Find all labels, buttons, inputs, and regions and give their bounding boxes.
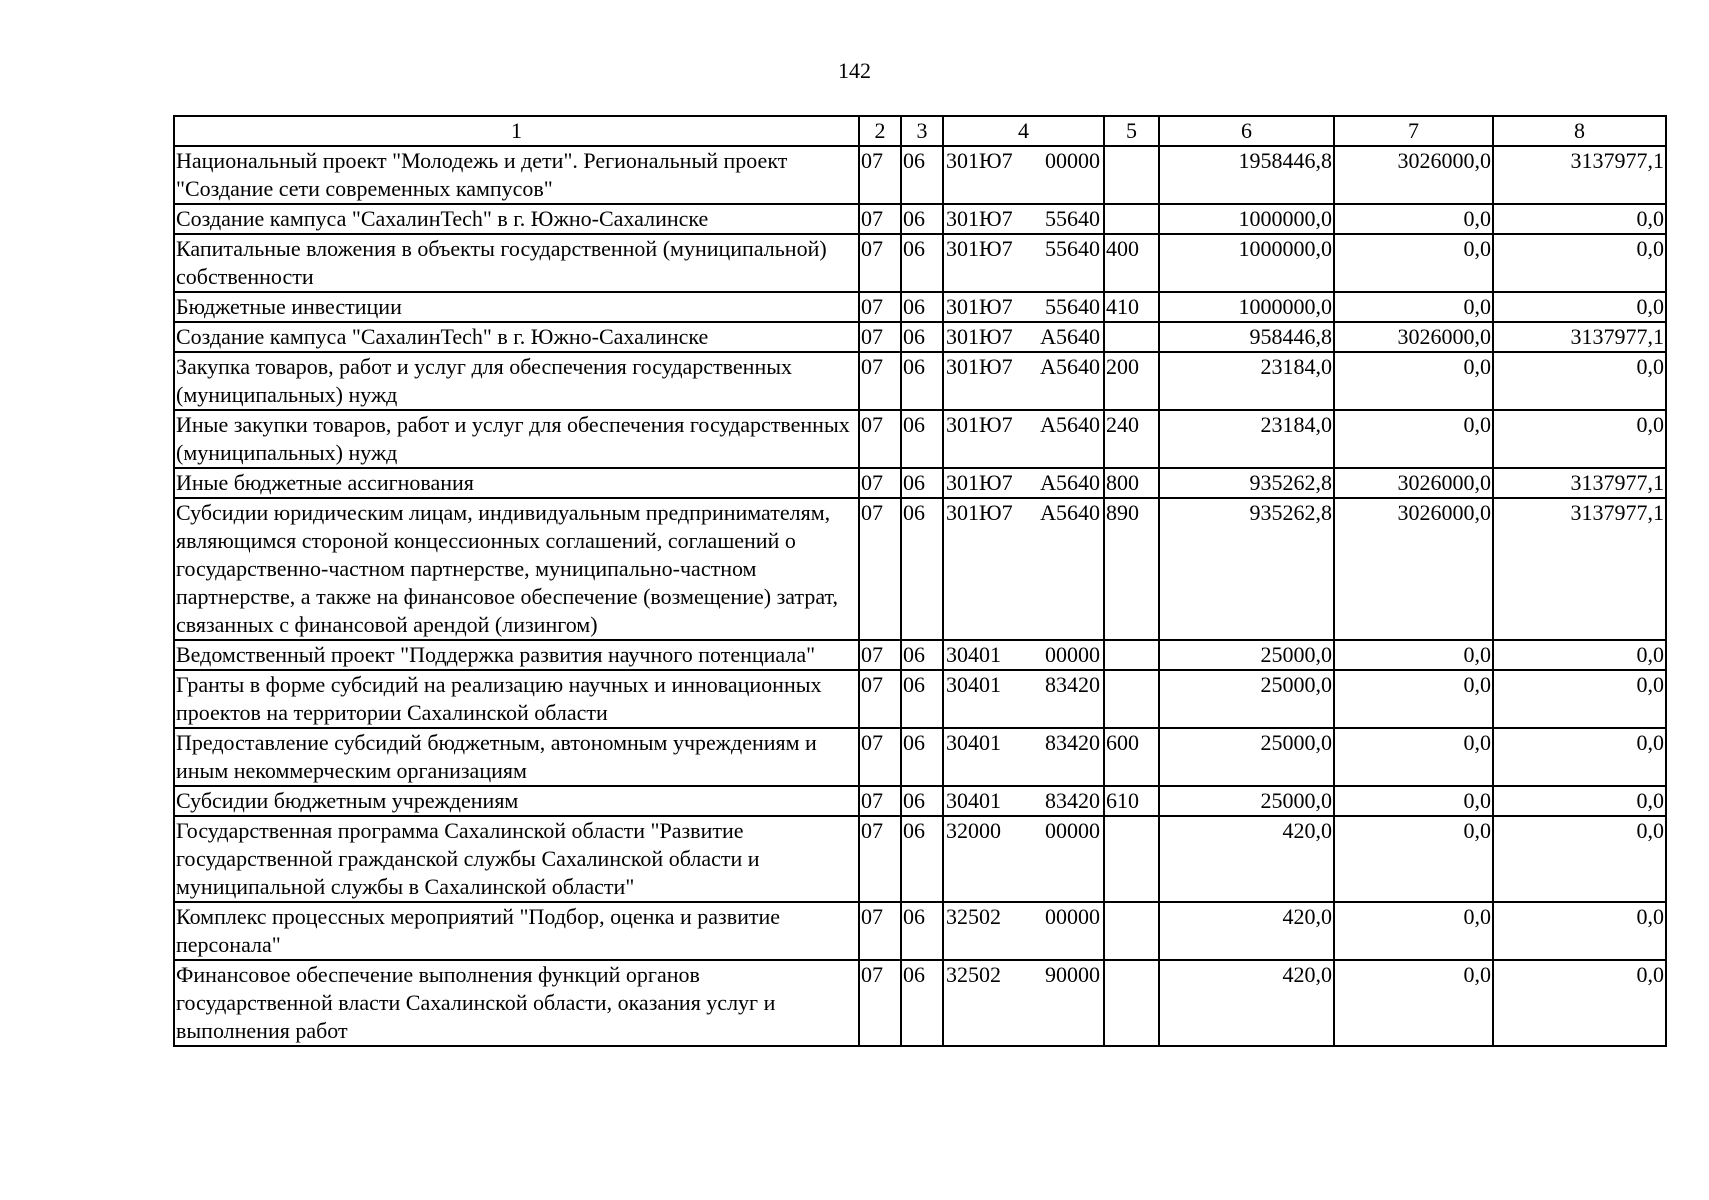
- direction-code: 00000: [1045, 818, 1100, 843]
- amount-col6: 1000000,0: [1159, 292, 1334, 322]
- amount-col6: 1000000,0: [1159, 204, 1334, 234]
- section-code: 07: [859, 410, 901, 468]
- row-name: Создание кампуса "СахалинTech" в г. Южно-Сахалинске: [174, 204, 859, 234]
- target-article-code: [943, 234, 1104, 292]
- expense-type-code: [1104, 670, 1159, 728]
- direction-code: 55640: [1045, 236, 1100, 261]
- direction-code: A5640: [1040, 412, 1100, 437]
- table-row: [174, 816, 1666, 902]
- amount-col7: 0,0: [1334, 816, 1493, 902]
- budget-table: [173, 115, 1667, 1047]
- section-code: 07: [859, 352, 901, 410]
- target-article-code: [943, 204, 1104, 234]
- row-name: Национальный проект "Молодежь и дети". Региональный проект "Создание сети современных кампусов": [174, 146, 859, 204]
- amount-col7: 3026000,0: [1334, 322, 1493, 352]
- target-article-code: [943, 322, 1104, 352]
- section-code: 07: [859, 960, 901, 1046]
- amount-col7: 0,0: [1334, 786, 1493, 816]
- section-code: 07: [859, 728, 901, 786]
- program-code: 32502: [946, 904, 1001, 929]
- direction-code: 90000: [1045, 962, 1100, 987]
- amount-col7: 3026000,0: [1334, 468, 1493, 498]
- amount-col8: 3137977,1: [1493, 498, 1666, 640]
- header-row: [174, 116, 1666, 146]
- direction-code: 83420: [1045, 672, 1100, 697]
- amount-col8: 3137977,1: [1493, 146, 1666, 204]
- subsection-code: 06: [901, 786, 943, 816]
- table-row: [174, 786, 1666, 816]
- amount-col7: 0,0: [1334, 960, 1493, 1046]
- direction-code: 55640: [1045, 294, 1100, 319]
- table-row: [174, 234, 1666, 292]
- row-name: Комплекс процессных мероприятий "Подбор, оценка и развитие персонала": [174, 902, 859, 960]
- amount-col7: 0,0: [1334, 902, 1493, 960]
- amount-col7: 0,0: [1334, 410, 1493, 468]
- table-row: [174, 468, 1666, 498]
- subsection-code: 06: [901, 816, 943, 902]
- subsection-code: 06: [901, 468, 943, 498]
- direction-code: 83420: [1045, 730, 1100, 755]
- table-row: [174, 322, 1666, 352]
- amount-col8: 0,0: [1493, 352, 1666, 410]
- section-code: 07: [859, 146, 901, 204]
- amount-col7: 0,0: [1334, 640, 1493, 670]
- row-name: Финансовое обеспечение выполнения функций органов государственной власти Сахалинской области, оказания услуг и выполнения работ: [174, 960, 859, 1046]
- target-article-code: [943, 728, 1104, 786]
- amount-col8: 0,0: [1493, 410, 1666, 468]
- section-code: 07: [859, 234, 901, 292]
- program-code: 30401: [946, 642, 1001, 667]
- subsection-code: 06: [901, 146, 943, 204]
- table-row: [174, 640, 1666, 670]
- target-article-code: [943, 498, 1104, 640]
- target-article-code: [943, 902, 1104, 960]
- amount-col6: 935262,8: [1159, 468, 1334, 498]
- program-code: 301Ю7: [946, 148, 1013, 173]
- subsection-code: 06: [901, 670, 943, 728]
- table-row: [174, 146, 1666, 204]
- amount-col7: 0,0: [1334, 204, 1493, 234]
- subsection-code: 06: [901, 640, 943, 670]
- amount-col7: 0,0: [1334, 728, 1493, 786]
- subsection-code: 06: [901, 292, 943, 322]
- amount-col6: 420,0: [1159, 960, 1334, 1046]
- amount-col6: 1000000,0: [1159, 234, 1334, 292]
- direction-code: 83420: [1045, 788, 1100, 813]
- target-article-code: [943, 786, 1104, 816]
- amount-col7: 0,0: [1334, 234, 1493, 292]
- amount-col8: 0,0: [1493, 816, 1666, 902]
- table-row: [174, 670, 1666, 728]
- program-code: 301Ю7: [946, 294, 1013, 319]
- section-code: 07: [859, 640, 901, 670]
- expense-type-code: [1104, 204, 1159, 234]
- section-code: 07: [859, 670, 901, 728]
- section-code: 07: [859, 786, 901, 816]
- expense-type-code: [1104, 146, 1159, 204]
- expense-type-code: [1104, 816, 1159, 902]
- direction-code: A5640: [1040, 324, 1100, 349]
- amount-col8: 0,0: [1493, 204, 1666, 234]
- expense-type-code: [1104, 960, 1159, 1046]
- amount-col8: 0,0: [1493, 292, 1666, 322]
- amount-col8: 3137977,1: [1493, 468, 1666, 498]
- column-header: 5: [1104, 116, 1159, 146]
- expense-type-code: 610: [1104, 786, 1159, 816]
- amount-col6: 23184,0: [1159, 410, 1334, 468]
- expense-type-code: 200: [1104, 352, 1159, 410]
- section-code: 07: [859, 292, 901, 322]
- target-article-code: [943, 640, 1104, 670]
- table-row: [174, 498, 1666, 640]
- direction-code: 00000: [1045, 904, 1100, 929]
- row-name: Субсидии юридическим лицам, индивидуальным предпринимателям, являющимся стороной концессионных соглашений, соглашений о государственно-частном партнерстве, муниципально-частном партнерстве, а также на финансовое обеспечение (возмещение) затрат, связанных с финансовой арендой (лизингом): [174, 498, 859, 640]
- row-name: Гранты в форме субсидий на реализацию научных и инновационных проектов на территории Сахалинской области: [174, 670, 859, 728]
- table-row: [174, 960, 1666, 1046]
- table-row: [174, 292, 1666, 322]
- target-article-code: [943, 292, 1104, 322]
- amount-col8: 0,0: [1493, 786, 1666, 816]
- direction-code: A5640: [1040, 354, 1100, 379]
- amount-col6: 420,0: [1159, 816, 1334, 902]
- direction-code: A5640: [1040, 500, 1100, 525]
- section-code: 07: [859, 322, 901, 352]
- subsection-code: 06: [901, 352, 943, 410]
- subsection-code: 06: [901, 960, 943, 1046]
- table-row: [174, 728, 1666, 786]
- expense-type-code: 240: [1104, 410, 1159, 468]
- direction-code: 00000: [1045, 148, 1100, 173]
- section-code: 07: [859, 204, 901, 234]
- program-code: 301Ю7: [946, 236, 1013, 261]
- amount-col7: 3026000,0: [1334, 146, 1493, 204]
- target-article-code: [943, 146, 1104, 204]
- amount-col7: 3026000,0: [1334, 498, 1493, 640]
- subsection-code: 06: [901, 902, 943, 960]
- section-code: 07: [859, 468, 901, 498]
- column-header: 1: [174, 116, 859, 146]
- row-name: Предоставление субсидий бюджетным, автономным учреждениям и иным некоммерческим организациям: [174, 728, 859, 786]
- section-code: 07: [859, 902, 901, 960]
- amount-col6: 958446,8: [1159, 322, 1334, 352]
- expense-type-code: 400: [1104, 234, 1159, 292]
- expense-type-code: [1104, 322, 1159, 352]
- target-article-code: [943, 468, 1104, 498]
- column-header: 8: [1493, 116, 1666, 146]
- amount-col8: 3137977,1: [1493, 322, 1666, 352]
- column-header: 4: [943, 116, 1104, 146]
- program-code: 301Ю7: [946, 206, 1013, 231]
- program-code: 30401: [946, 672, 1001, 697]
- target-article-code: [943, 410, 1104, 468]
- subsection-code: 06: [901, 204, 943, 234]
- column-header: 3: [901, 116, 943, 146]
- table-row: [174, 204, 1666, 234]
- amount-col8: 0,0: [1493, 728, 1666, 786]
- amount-col6: 935262,8: [1159, 498, 1334, 640]
- subsection-code: 06: [901, 498, 943, 640]
- direction-code: A5640: [1040, 470, 1100, 495]
- program-code: 301Ю7: [946, 412, 1013, 437]
- amount-col6: 25000,0: [1159, 640, 1334, 670]
- expense-type-code: 800: [1104, 468, 1159, 498]
- amount-col7: 0,0: [1334, 670, 1493, 728]
- section-code: 07: [859, 498, 901, 640]
- target-article-code: [943, 670, 1104, 728]
- amount-col6: 23184,0: [1159, 352, 1334, 410]
- expense-type-code: 600: [1104, 728, 1159, 786]
- program-code: 30401: [946, 788, 1001, 813]
- amount-col6: 1958446,8: [1159, 146, 1334, 204]
- program-code: 301Ю7: [946, 354, 1013, 379]
- row-name: Ведомственный проект "Поддержка развития научного потенциала": [174, 640, 859, 670]
- row-name: Иные закупки товаров, работ и услуг для обеспечения государственных (муниципальных) нужд: [174, 410, 859, 468]
- amount-col6: 25000,0: [1159, 670, 1334, 728]
- program-code: 301Ю7: [946, 324, 1013, 349]
- program-code: 301Ю7: [946, 470, 1013, 495]
- direction-code: 00000: [1045, 642, 1100, 667]
- column-header: 6: [1159, 116, 1334, 146]
- target-article-code: [943, 352, 1104, 410]
- expense-type-code: [1104, 640, 1159, 670]
- amount-col8: 0,0: [1493, 960, 1666, 1046]
- section-code: 07: [859, 816, 901, 902]
- direction-code: 55640: [1045, 206, 1100, 231]
- target-article-code: [943, 960, 1104, 1046]
- amount-col7: 0,0: [1334, 352, 1493, 410]
- row-name: Бюджетные инвестиции: [174, 292, 859, 322]
- subsection-code: 06: [901, 234, 943, 292]
- table-row: [174, 902, 1666, 960]
- amount-col6: 25000,0: [1159, 786, 1334, 816]
- amount-col8: 0,0: [1493, 640, 1666, 670]
- subsection-code: 06: [901, 322, 943, 352]
- program-code: 32502: [946, 962, 1001, 987]
- amount-col8: 0,0: [1493, 670, 1666, 728]
- row-name: Капитальные вложения в объекты государственной (муниципальной) собственности: [174, 234, 859, 292]
- target-article-code: [943, 816, 1104, 902]
- amount-col6: 25000,0: [1159, 728, 1334, 786]
- program-code: 30401: [946, 730, 1001, 755]
- amount-col6: 420,0: [1159, 902, 1334, 960]
- expense-type-code: 410: [1104, 292, 1159, 322]
- page-number: 142: [838, 58, 871, 83]
- table-row: [174, 352, 1666, 410]
- program-code: 32000: [946, 818, 1001, 843]
- subsection-code: 06: [901, 410, 943, 468]
- row-name: Государственная программа Сахалинской области "Развитие государственной гражданской службы Сахалинской области и муниципальной службы в Сахалинской области": [174, 816, 859, 902]
- program-code: 301Ю7: [946, 500, 1013, 525]
- column-header: 2: [859, 116, 901, 146]
- subsection-code: 06: [901, 728, 943, 786]
- expense-type-code: 890: [1104, 498, 1159, 640]
- table-row: [174, 410, 1666, 468]
- amount-col7: 0,0: [1334, 292, 1493, 322]
- row-name: Субсидии бюджетным учреждениям: [174, 786, 859, 816]
- column-header: 7: [1334, 116, 1493, 146]
- row-name: Иные бюджетные ассигнования: [174, 468, 859, 498]
- amount-col8: 0,0: [1493, 234, 1666, 292]
- row-name: Закупка товаров, работ и услуг для обеспечения государственных (муниципальных) нужд: [174, 352, 859, 410]
- amount-col8: 0,0: [1493, 902, 1666, 960]
- expense-type-code: [1104, 902, 1159, 960]
- row-name: Создание кампуса "СахалинTech" в г. Южно-Сахалинске: [174, 322, 859, 352]
